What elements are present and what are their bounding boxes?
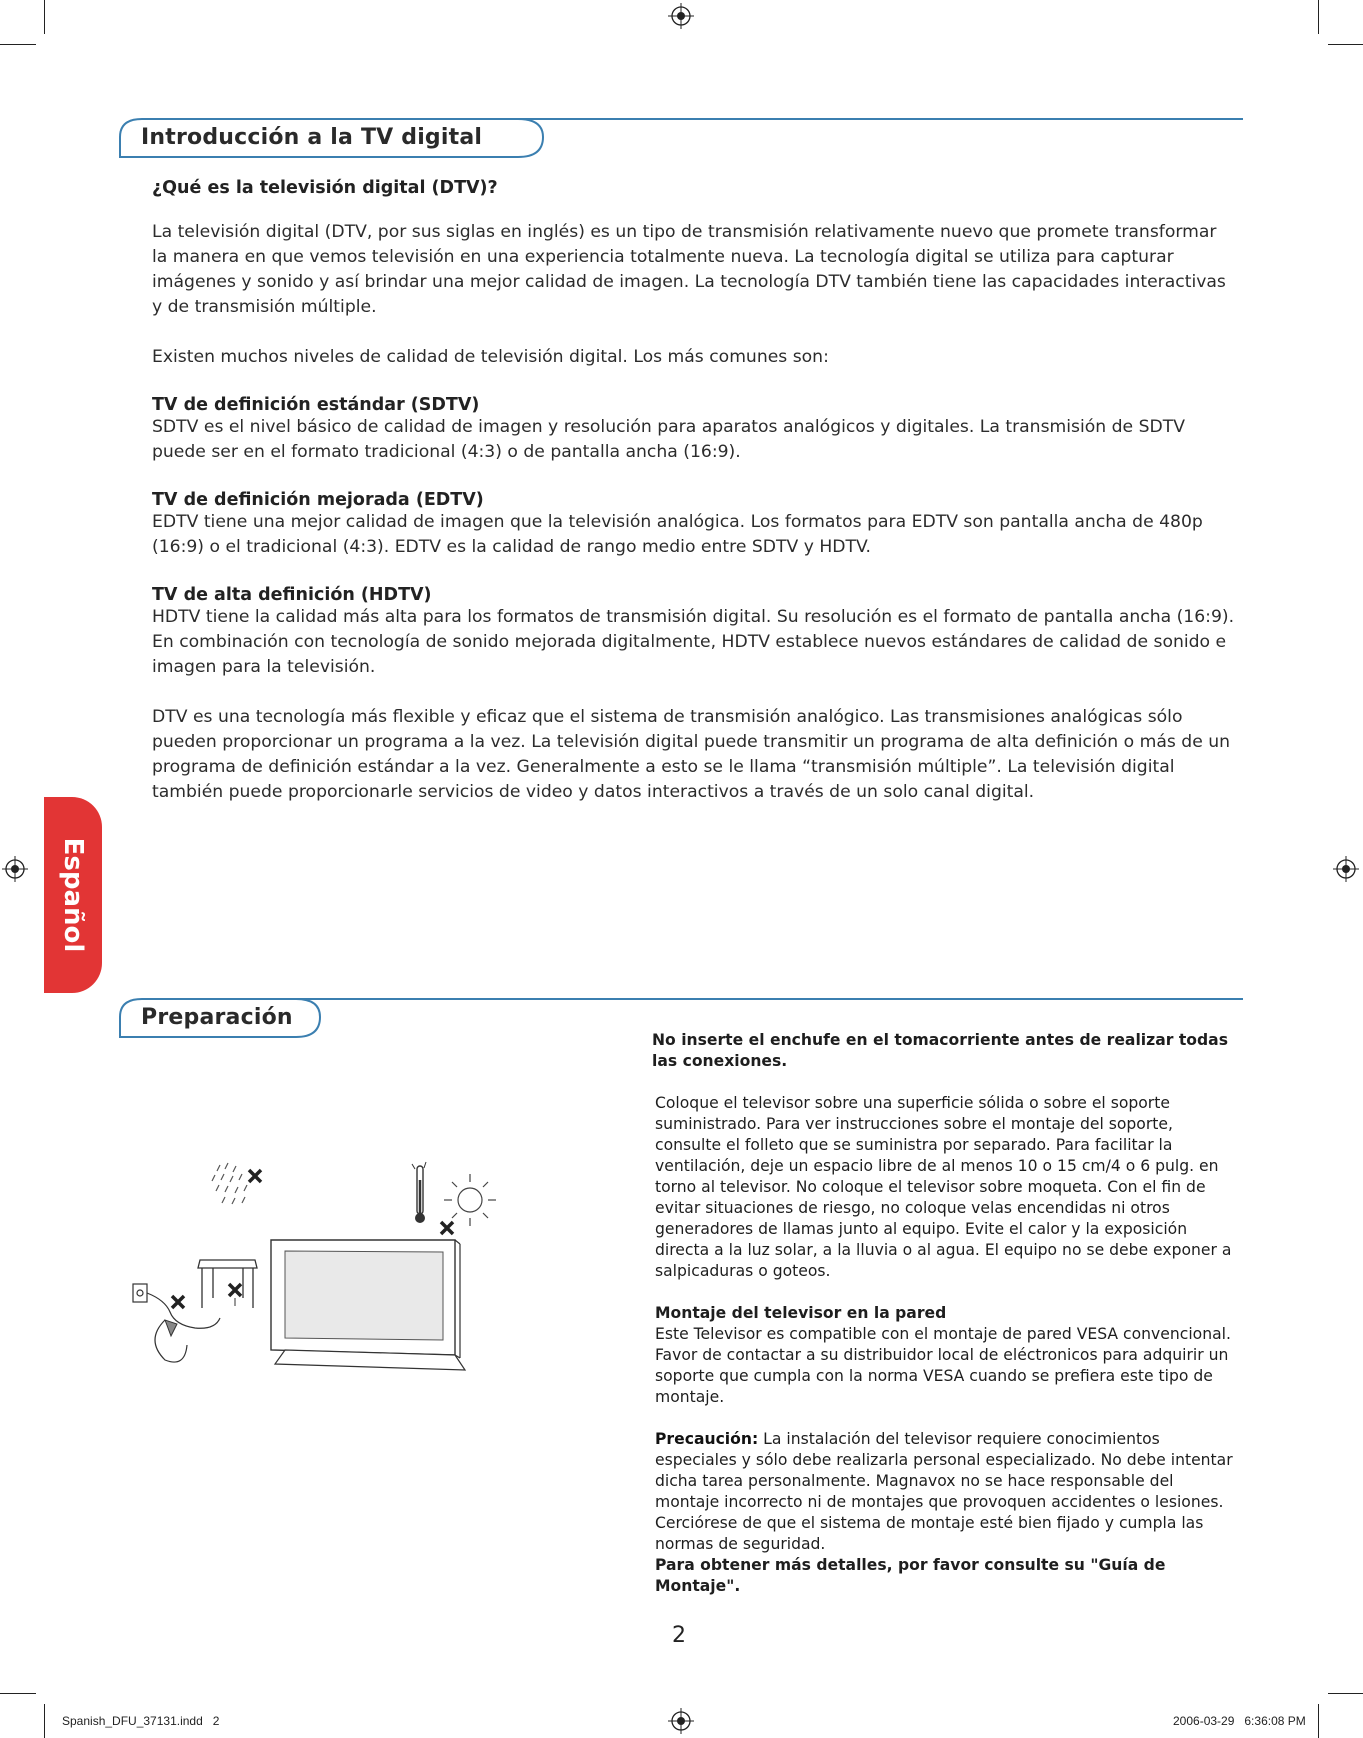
crop-mark	[1318, 1704, 1319, 1738]
placement-paragraph: Coloque el televisor sobre una superficie sólida o sobre el soporte suministrado. Para ver instrucciones sobre el montaje del soporte, consulte el folleto que se suministra por separado. Para facilitar la ventilación, deje un espacio libre de al menos 10 o 15 cm/4 o 6 pulg. en torno al televisor. No coloque el televisor sobre moqueta. Con el fin de evitar situaciones de riesgo, no coloque velas encendidas ni otros generadores de llamas junto al equipo. Evite el calor y la exposición directa a la luz solar, a la lluvia o al agua. El equipo no se debe exponer a salpicaduras o goteos.	[655, 1094, 1232, 1280]
language-tab	[44, 797, 102, 993]
section-title: Preparación	[141, 1005, 293, 1030]
registration-mark-icon	[668, 3, 694, 29]
sun-icon	[444, 1174, 496, 1226]
cross-icon	[229, 1284, 241, 1296]
hdtv-paragraph: HDTV tiene la calidad más alta para los formatos de transmisión digital. Su resolución es el formato de pantalla ancha (16:9). En combinación con tecnología de sonido mejorada digitalmente, HDTV establece nuevos estándares de calidad de sonido e imagen para la televisión.	[152, 607, 1235, 677]
section-title: Introducción a la TV digital	[141, 125, 483, 150]
crop-mark	[44, 1704, 45, 1738]
warning-text: No inserte el enchufe en el tomacorriente antes de realizar todas las conexiones.	[652, 1031, 1228, 1070]
edtv-paragraph: EDTV tiene una mejor calidad de imagen que la televisión analógica. Los formatos para EDTV son pantalla ancha de 480p (16:9) o el tradicional (4:3). EDTV es la calidad de rango medio entre SDTV y HDTV.	[152, 512, 1203, 557]
footer-timestamp: 2006-03-29 6:36:08 PM	[1173, 1714, 1306, 1728]
registration-mark-icon	[1333, 856, 1359, 882]
crop-mark	[1328, 1693, 1363, 1694]
page-number: 2	[672, 1623, 686, 1648]
details-paragraph: Para obtener más detalles, por favor consulte su "Guía de Montaje".	[655, 1556, 1166, 1595]
stool-icon	[198, 1260, 257, 1308]
cross-icon	[172, 1296, 184, 1308]
preparation-text-column	[652, 1030, 1238, 1597]
rain-icon	[212, 1163, 247, 1204]
tv-icon	[271, 1240, 465, 1370]
crop-mark	[44, 0, 45, 34]
language-tab-label: Español	[58, 837, 88, 953]
wall-mount-paragraph: Este Televisor es compatible con el montaje de pared VESA convencional. Favor de contactar a su distribuidor local de eléctronicos para adquirir un soporte que cumpla con la norma VESA cuando se prefiera este tipo de montaje.	[655, 1325, 1231, 1406]
caution-label: Precaución:	[655, 1430, 759, 1448]
question-heading: ¿Qué es la televisión digital (DTV)?	[152, 178, 498, 198]
crop-mark	[1328, 44, 1363, 45]
sdtv-paragraph: SDTV es el nivel básico de calidad de imagen y resolución para aparatos analógicos y digitales. La transmisión de SDTV puede ser en el formato tradicional (4:3) o de pantalla ancha (16:9).	[152, 417, 1185, 462]
section-body	[152, 178, 1237, 805]
section-rule	[200, 998, 1243, 1000]
registration-mark-icon	[668, 1708, 694, 1734]
outlet-icon	[133, 1284, 147, 1302]
levels-paragraph: Existen muchos niveles de calidad de televisión digital. Los más comunes son:	[152, 347, 829, 367]
tv-placement-illustration	[125, 1160, 505, 1380]
crop-mark	[1318, 0, 1319, 34]
cross-icon	[441, 1222, 453, 1234]
dtv-paragraph: DTV es una tecnología más flexible y eficaz que el sistema de transmisión analógico. Las transmisiones analógicas sólo pueden proporcionar un programa a la vez. La televisión digital puede transmitir un programa de alta definición o más de un programa de definición estándar a la vez. Generalmente a esto se le llama “transmisión múltiple”. La televisión digital también puede proporcionarle servicios de video y datos interactivos a través de un solo canal digital.	[152, 707, 1231, 802]
sdtv-heading: TV de definición estándar (SDTV)	[152, 395, 480, 415]
registration-mark-icon	[2, 856, 28, 882]
ensure-paragraph: Cerciórese de que el sistema de montaje esté bien fijado y cumpla las normas de seguridad.	[655, 1514, 1204, 1553]
thermometer-icon	[412, 1162, 426, 1223]
crop-mark	[0, 44, 36, 45]
caution-text: La instalación del televisor requiere conocimientos especiales y sólo debe realizarla personal especializado. No debe intentar dicha tarea personalmente. Magnavox no se hace responsable del montaje incorrecto ni de montajes que provoquen accidentes o lesiones.	[655, 1430, 1233, 1511]
crop-mark	[0, 1693, 36, 1694]
edtv-heading: TV de definición mejorada (EDTV)	[152, 490, 484, 510]
footer-filename: Spanish_DFU_37131.indd 2	[62, 1714, 220, 1728]
cross-icon	[249, 1170, 261, 1182]
intro-paragraph: La televisión digital (DTV, por sus siglas en inglés) es un tipo de transmisión relativamente nuevo que promete transformar la manera en que vemos televisión en una experiencia totalmente nueva. La tecnología digital se utiliza para capturar imágenes y sonido y así brindar una mejor calidad de imagen. La tecnología DTV también tiene las capacidades interactivas y de transmisión múltiple.	[152, 222, 1226, 317]
caution-paragraph	[652, 1429, 1238, 1513]
hdtv-heading: TV de alta definición (HDTV)	[152, 585, 432, 605]
wall-mount-heading: Montaje del televisor en la pared	[655, 1304, 947, 1322]
